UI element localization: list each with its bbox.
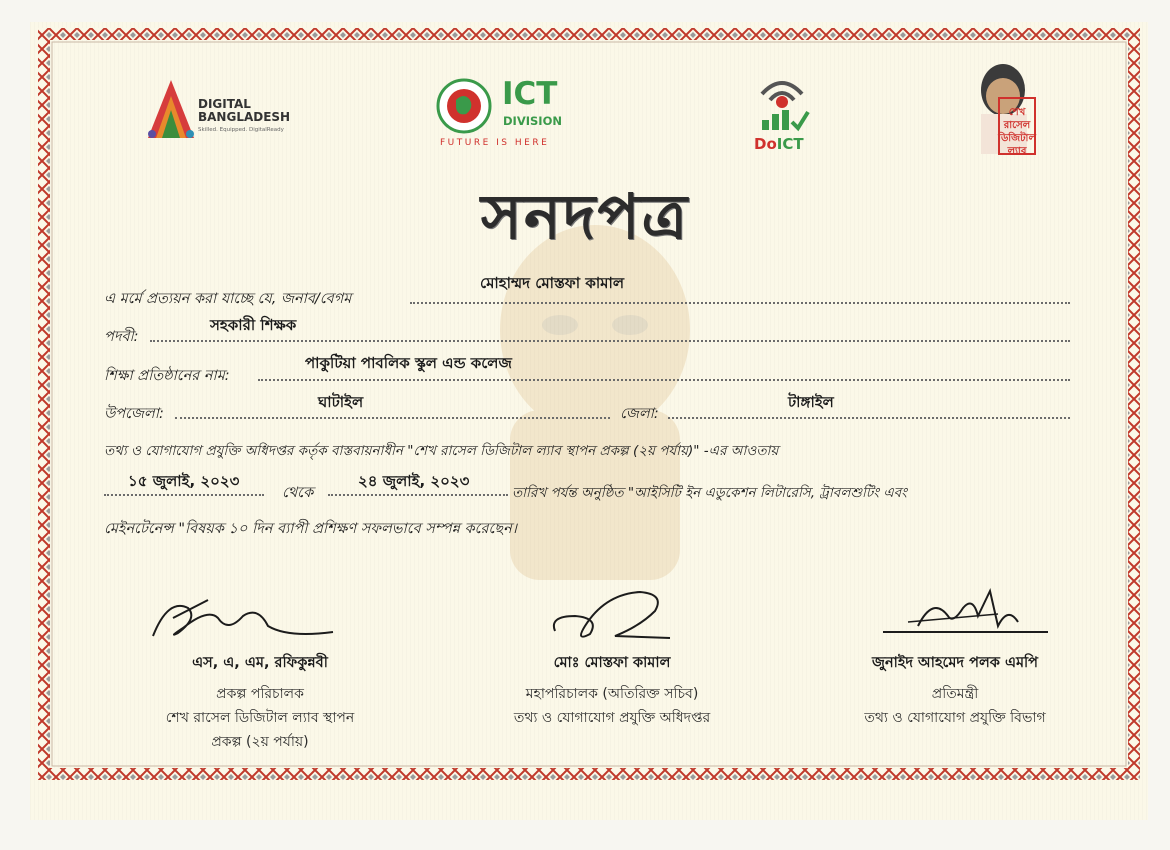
signatory-1-role-3: প্রকল্প (২য় পর্যায়) [211,734,309,750]
signatory-1-role-2: শেখ রাসেল ডিজিটাল ল্যাব স্থাপন [165,710,355,726]
intro-label: এ মর্মে প্রত্যয়ন করা যাচ্ছে যে, জনাব/বেগম [104,291,352,307]
institution-dotted-line [258,379,1070,381]
designation-label: পদবী: [104,329,139,345]
body-line-1: তথ্য ও যোগাযোগ প্রযুক্তি অধিদপ্তর কর্তৃক বাস্তবায়নাধীন "শেখ রাসেল ডিজিটাল ল্যাব স্থাপন প্রকল্প (২য় পর্যায়)" -এর আওতায় [104,443,779,459]
signatory-3-role-2: তথ্য ও যোগাযোগ প্রযুক্তি বিভাগ [864,710,1046,726]
district-dotted-line [668,417,1070,419]
sheikh-russel-lab-text: শেখ রাসেল ডিজিটাল ল্যাব [998,107,1036,157]
sheikh-russel-lab-logo [975,60,1040,160]
doict-title: DoICT [754,135,804,153]
body-line-2: তারিখ পর্যন্ত অনুষ্ঠিত "আইসিটি ইন এডুকেশন লিটারেসি, ট্রাবলশুটিং এবং [512,485,907,501]
institution-value: পাকুটিয়া পাবলিক স্কুল এন্ড কলেজ [305,354,512,372]
from-word: থেকে [282,485,314,501]
signatory-3-name: জুনাইদ আহমেদ পলক এমপি [871,655,1039,671]
digital-bangladesh-title-2: BANGLADESH [198,110,291,124]
district-label: জেলা: [620,406,659,422]
date-from: ১৫ জুলাই, ২০২৩ [128,472,240,490]
signatory-3-role-1: প্রতিমন্ত্রী [931,686,979,702]
digital-bangladesh-tagline: Skilled. Equipped. DigitalReady [198,127,284,133]
signature-1-image [148,588,338,648]
ict-title: ICT [502,76,558,112]
signatory-2-role-2: তথ্য ও যোগাযোগ প্রযুক্তি অধিদপ্তর [513,710,711,726]
body-line-3: মেইনটেনেন্স "বিষয়ক ১০ দিন ব্যাপী প্রশিক্ষণ সফলভাবে সম্পন্ন করেছেন। [104,521,517,537]
signatory-2-role-1: মহাপরিচালক (অতিরিক্ত সচিব) [525,686,699,702]
institution-label: শিক্ষা প্রতিষ্ঠানের নাম: [104,368,230,384]
designation-dotted-line [150,340,1070,342]
doict-signal-icon [752,72,812,132]
upazila-label: উপজেলা: [104,406,164,422]
signatory-2-name: মোঃ মোস্তফা কামাল [553,655,671,671]
district-value: টাঙ্গাইল [788,393,834,411]
signature-3-image [878,586,1058,641]
ict-subtitle: DIVISION [503,114,562,128]
date-to: ২৪ জুলাই, ২০২৩ [358,472,470,490]
signatory-3 [805,652,1105,730]
signatory-1-role-1: প্রকল্প পরিচালক [216,686,304,702]
certificate-title: সনদপত্র [480,180,690,253]
signatory-1-name: এস, এ, এম, রফিকুন্নবী [192,655,328,671]
digital-bangladesh-title-1: DIGITAL [198,97,251,111]
upazila-value: ঘাটাইল [318,393,364,411]
upazila-dotted-line [175,417,610,419]
signatory-2 [462,652,762,730]
doict-logo [748,72,818,154]
signatory-1 [110,652,410,754]
ict-tagline: FUTURE IS HERE [440,138,550,148]
recipient-name: মোহাম্মদ মোস্তফা কামাল [480,274,625,292]
ict-division-logo [436,78,586,150]
designation-value: সহকারী শিক্ষক [210,316,297,334]
digital-bangladesh-icon [140,78,202,142]
recipient-dotted-line [410,302,1070,304]
govt-seal-icon [436,78,492,134]
digital-bangladesh-logo [140,78,300,148]
signature-2-image [545,586,675,646]
